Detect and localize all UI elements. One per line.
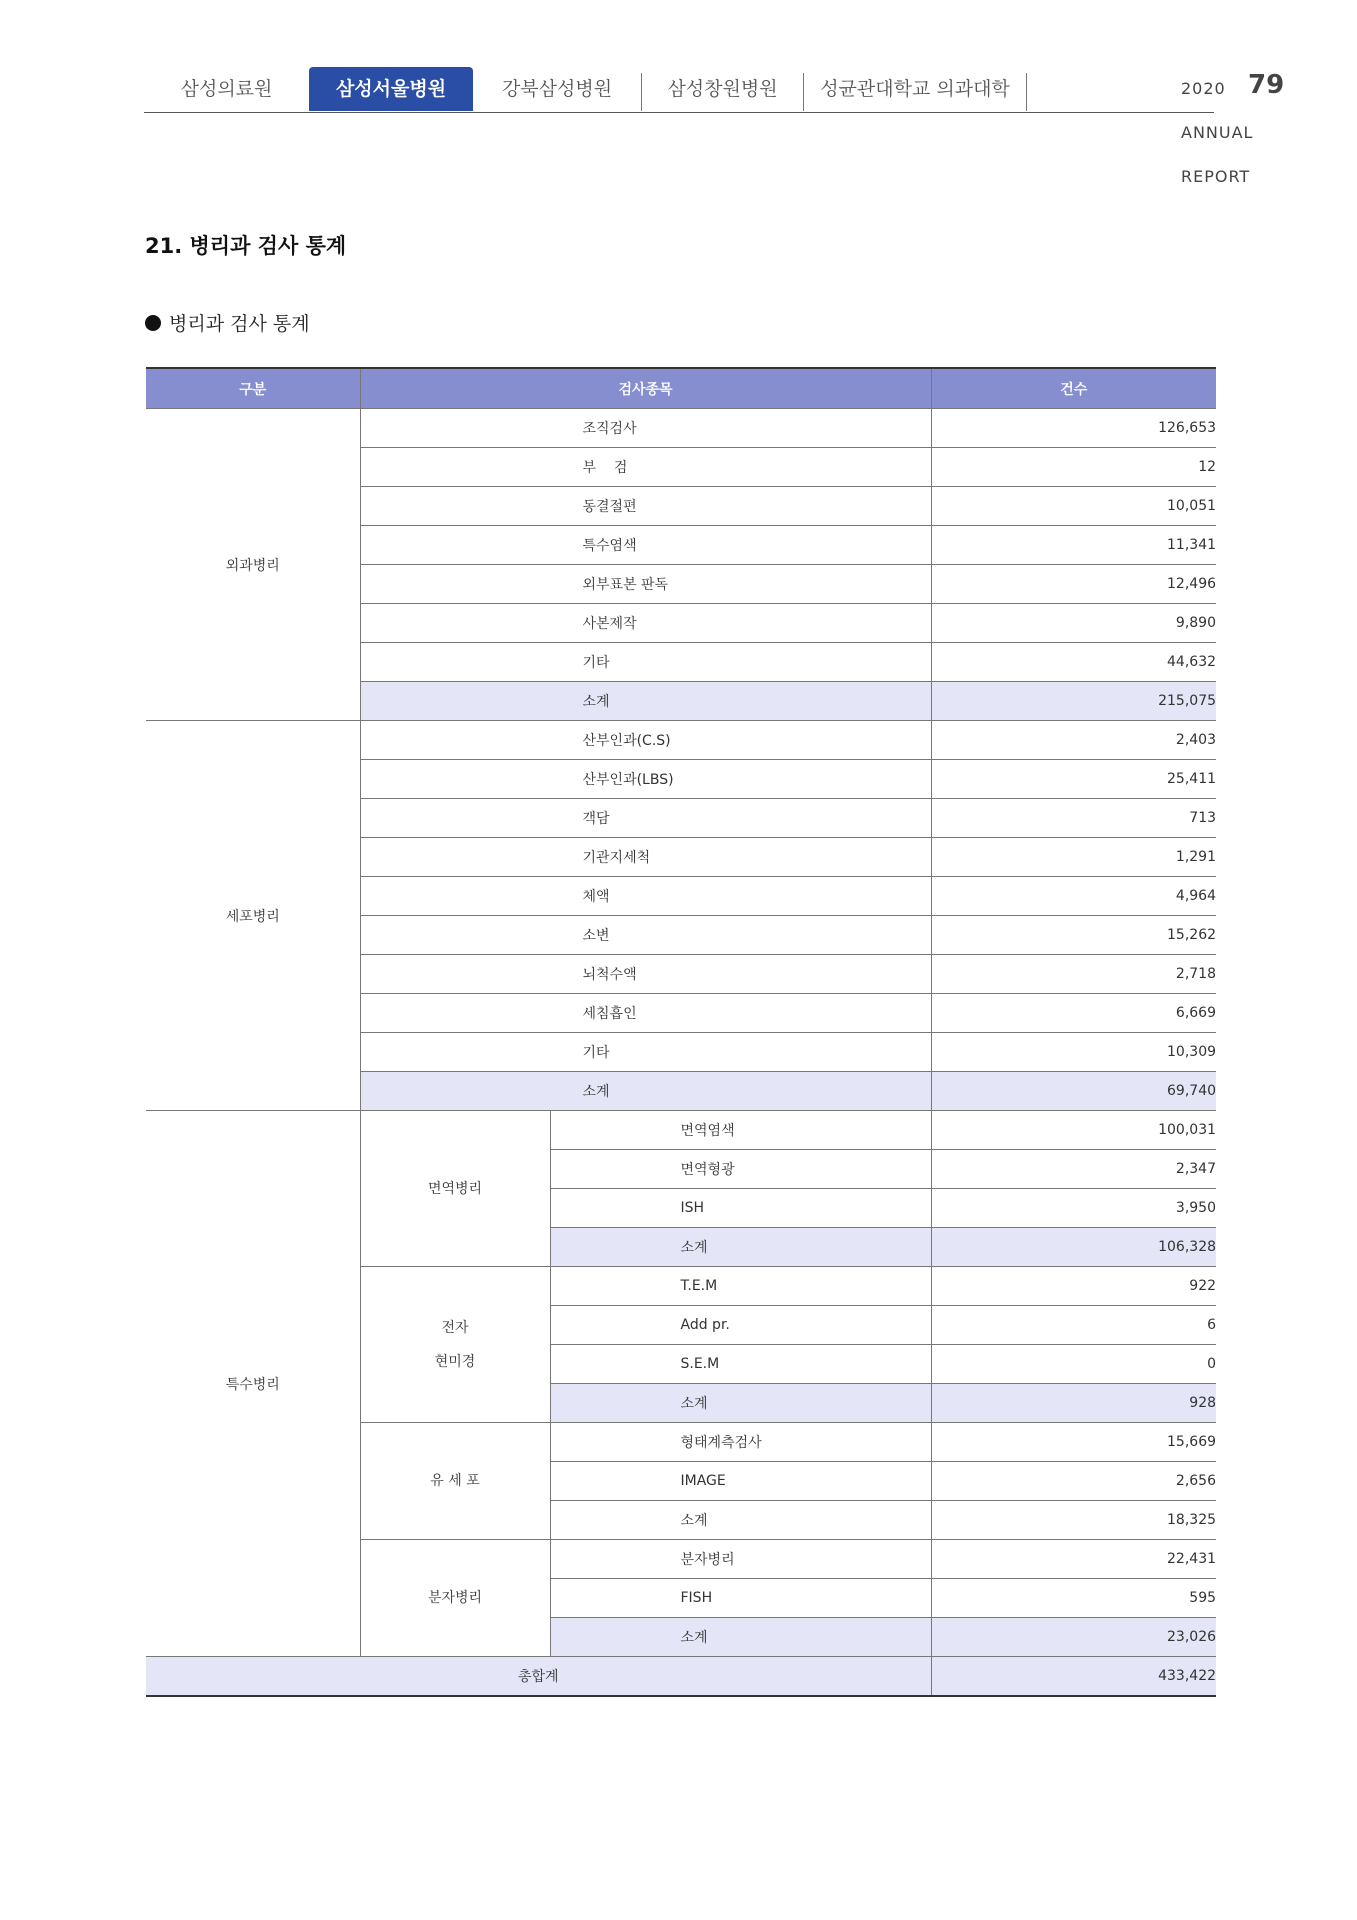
group-special: 특수병리 [146, 1111, 360, 1657]
tab-samsung-medical-center[interactable]: 삼성의료원 [180, 78, 273, 100]
count-cell: 126,653 [931, 409, 1216, 448]
item-cell: 소계 [360, 1072, 931, 1111]
item-cell: 소계 [550, 1228, 931, 1267]
item-cell: 소계 [550, 1384, 931, 1423]
item-cell: Add pr. [550, 1306, 931, 1345]
item-cell: 동결절편 [360, 487, 931, 526]
grand-total-row [146, 1657, 1216, 1697]
count-cell: 6 [931, 1306, 1216, 1345]
count-cell: 215,075 [931, 682, 1216, 721]
group-surgical: 외과병리 [146, 409, 360, 721]
count-cell: 713 [931, 799, 1216, 838]
item-cell: 소변 [360, 916, 931, 955]
item-cell: 체액 [360, 877, 931, 916]
count-cell: 100,031 [931, 1111, 1216, 1150]
item-cell: T.E.M [550, 1267, 931, 1306]
subtitle-text: 병리과 검사 통계 [169, 313, 310, 335]
item-cell: 사본제작 [360, 604, 931, 643]
header-category: 구분 [146, 368, 360, 409]
count-cell: 595 [931, 1579, 1216, 1618]
item-cell: ISH [550, 1189, 931, 1228]
count-cell: 0 [931, 1345, 1216, 1384]
page-number: 79 [1248, 70, 1285, 100]
tab-kangbuk-samsung-hospital[interactable]: 강북삼성병원 [501, 78, 613, 100]
count-cell: 2,656 [931, 1462, 1216, 1501]
subgroup-molecular: 분자병리 [360, 1540, 550, 1657]
count-cell: 2,403 [931, 721, 1216, 760]
subgroup-immuno: 면역병리 [360, 1111, 550, 1267]
item-cell: 기관지세척 [360, 838, 931, 877]
item-cell: 소계 [550, 1501, 931, 1540]
item-cell: 산부인과(LBS) [360, 760, 931, 799]
count-cell: 12 [931, 448, 1216, 487]
table-row [146, 409, 1216, 448]
bullet-icon [145, 315, 161, 331]
item-cell: S.E.M [550, 1345, 931, 1384]
count-cell: 2,718 [931, 955, 1216, 994]
item-cell: 뇌척수액 [360, 955, 931, 994]
count-cell: 6,669 [931, 994, 1216, 1033]
subgroup-electron-microscope [360, 1267, 550, 1423]
count-cell: 9,890 [931, 604, 1216, 643]
count-cell: 15,669 [931, 1423, 1216, 1462]
item-cell: 소계 [550, 1618, 931, 1657]
pathology-stats-table [146, 367, 1216, 1697]
tab-divider [1026, 73, 1027, 111]
item-cell: 부 검 [360, 448, 931, 487]
item-cell: 외부표본 판독 [360, 565, 931, 604]
count-cell: 23,026 [931, 1618, 1216, 1657]
table-subtitle [145, 309, 310, 336]
count-cell: 12,496 [931, 565, 1216, 604]
header-count: 건수 [931, 368, 1216, 409]
item-cell: 산부인과(C.S) [360, 721, 931, 760]
subgroup-flow-cytometry: 유 세 포 [360, 1423, 550, 1540]
item-cell: 소계 [360, 682, 931, 721]
count-cell: 928 [931, 1384, 1216, 1423]
item-cell: 면역염색 [550, 1111, 931, 1150]
count-cell: 1,291 [931, 838, 1216, 877]
tab-skku-medicine[interactable]: 성균관대학교 의과대학 [820, 78, 1010, 100]
item-cell: 분자병리 [550, 1540, 931, 1579]
count-cell: 10,051 [931, 487, 1216, 526]
section-title: 21. 병리과 검사 통계 [145, 234, 347, 258]
count-cell: 106,328 [931, 1228, 1216, 1267]
table-row [146, 1111, 1216, 1150]
header-tabs [144, 67, 1254, 186]
item-cell: 면역형광 [550, 1150, 931, 1189]
item-cell: 형태계측검사 [550, 1423, 931, 1462]
count-cell: 3,950 [931, 1189, 1216, 1228]
count-cell: 22,431 [931, 1540, 1216, 1579]
table-row [146, 721, 1216, 760]
count-cell: 922 [931, 1267, 1216, 1306]
item-cell: 객담 [360, 799, 931, 838]
count-cell: 2,347 [931, 1150, 1216, 1189]
grand-total-label: 총합계 [146, 1657, 931, 1697]
count-cell: 69,740 [931, 1072, 1216, 1111]
item-cell: 기타 [360, 643, 931, 682]
tab-samsung-changwon-hospital[interactable]: 삼성창원병원 [667, 78, 778, 100]
subgroup-name-line2: 현미경 [434, 1353, 476, 1370]
header-test-type: 검사종목 [360, 368, 931, 409]
item-cell: 특수염색 [360, 526, 931, 565]
item-cell: 기타 [360, 1033, 931, 1072]
grand-total-count: 433,422 [931, 1657, 1216, 1697]
count-cell: 4,964 [931, 877, 1216, 916]
count-cell: 44,632 [931, 643, 1216, 682]
group-cytology: 세포병리 [146, 721, 360, 1111]
annual-report-label: 2020 ANNUAL REPORT [1181, 79, 1254, 186]
item-cell: 세침흡인 [360, 994, 931, 1033]
item-cell: FISH [550, 1579, 931, 1618]
count-cell: 18,325 [931, 1501, 1216, 1540]
item-cell: 조직검사 [360, 409, 931, 448]
count-cell: 11,341 [931, 526, 1216, 565]
count-cell: 25,411 [931, 760, 1216, 799]
count-cell: 15,262 [931, 916, 1216, 955]
table-header-row [146, 368, 1216, 409]
tab-samsung-seoul-hospital[interactable]: 삼성서울병원 [309, 67, 473, 111]
item-cell: IMAGE [550, 1462, 931, 1501]
subgroup-name-line1: 전자 [441, 1319, 469, 1336]
count-cell: 10,309 [931, 1033, 1216, 1072]
